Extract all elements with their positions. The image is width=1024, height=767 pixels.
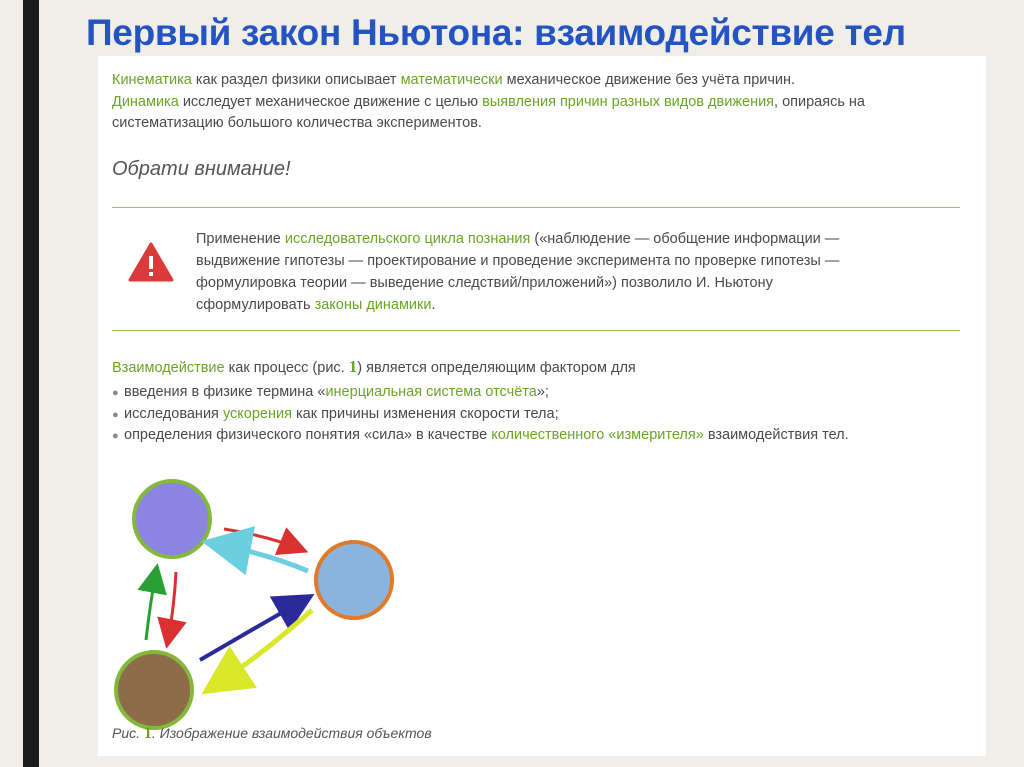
text: »; [536, 384, 549, 400]
text: («наблюдение — обобщение информации — [530, 231, 840, 247]
text: . [431, 297, 436, 313]
figure-caption [112, 725, 432, 743]
text: выдвижение гипотезы — проектирование и проведение эксперимента по проверке гипотезы — [196, 253, 840, 269]
blue-ball [316, 542, 392, 618]
term-research-cycle: исследовательского цикла познания [284, 231, 531, 247]
top-divider [112, 207, 960, 208]
slide-title: Первый закон Ньютона: взаимодействие тел [86, 12, 906, 53]
text: введения в физике термина « [124, 384, 326, 400]
text: взаимодействия тел. [703, 427, 849, 443]
term-acceleration: ускорения [222, 405, 292, 422]
intro-line-2 [112, 92, 865, 114]
bullet-dot: ● [112, 387, 119, 399]
term-dynamics: Динамика [112, 93, 179, 110]
text: формулировка теории — выведение следствий/приложений») позволило И. Ньютону [196, 275, 773, 291]
text: как процесс (рис. [224, 360, 349, 376]
warning-triangle-icon [128, 241, 174, 283]
left-accent-bar [23, 0, 39, 767]
term-quantitative-measure: количественного «измерителя» [491, 427, 704, 443]
text: ) является определяющим фактором для [357, 360, 636, 376]
text: . Изображение взаимодействия объектов [151, 725, 432, 741]
figure-ref-number: 1 [348, 357, 358, 376]
interaction-paragraph [112, 356, 636, 380]
term-kinematics: Кинематика [112, 72, 192, 88]
term-mathematically: математически [400, 72, 503, 88]
term-interaction: Взаимодействие [112, 360, 225, 376]
green-arrow-to-purple [146, 572, 156, 640]
intro-line-1 [112, 70, 865, 92]
text: как раздел физики описывает [191, 72, 401, 88]
brown-ball [116, 652, 192, 728]
term-inertial-frame: инерциальная система отсчёта [325, 384, 537, 400]
bullet-dot: ● [112, 408, 119, 421]
term-laws-of-dynamics: законы динамики [314, 297, 432, 313]
list-item [112, 404, 849, 426]
text: исследует механическое движение с целью [178, 93, 483, 110]
bullet-list [112, 382, 849, 447]
bullet-dot: ● [112, 430, 119, 442]
text: сформулировать [196, 297, 315, 313]
attention-heading: Обрати внимание! [112, 158, 291, 180]
list-item [112, 425, 849, 447]
attention-note [196, 228, 936, 316]
red-arrow-to-brown [168, 572, 176, 640]
text: Рис. [112, 725, 144, 741]
text: как причины изменения скорости тела; [291, 405, 559, 422]
text: механическое движение без учёта причин. [502, 72, 796, 88]
content-panel [98, 56, 986, 756]
term-causes: выявления причин разных видов движения [482, 93, 775, 110]
intro-paragraph [112, 70, 865, 135]
figure-number: 1 [143, 725, 152, 742]
text: Применение [196, 231, 285, 247]
purple-ball [134, 481, 210, 557]
text: исследования [124, 405, 223, 422]
list-item [112, 382, 849, 404]
text: , опираясь на [774, 93, 865, 110]
interaction-figure [98, 464, 428, 734]
intro-line-3: систематизацию большого количества экспериментов. [112, 115, 482, 131]
text: определения физического понятия «сила» в качестве [124, 427, 492, 443]
bottom-divider [112, 330, 960, 331]
